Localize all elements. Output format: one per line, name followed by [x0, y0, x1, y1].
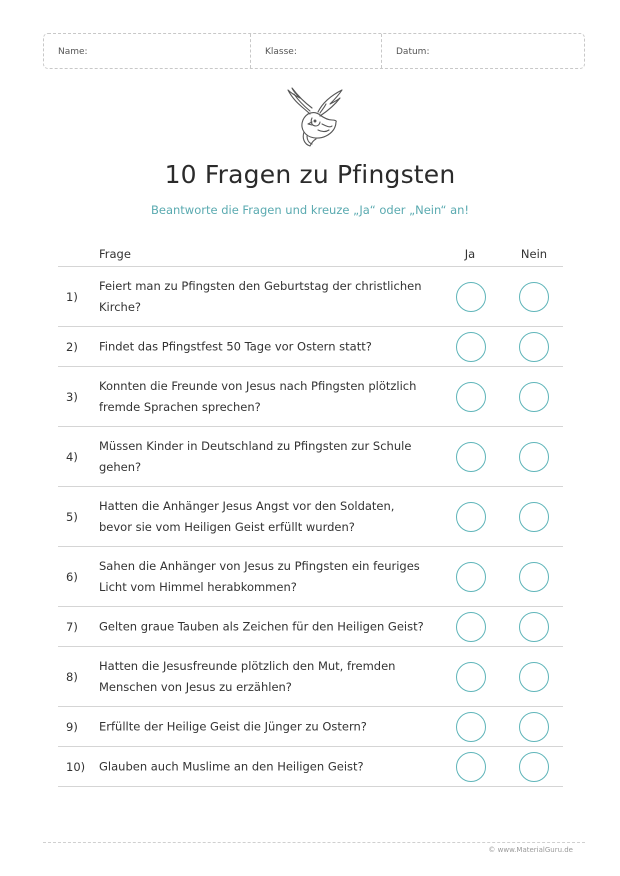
ja-checkbox[interactable]	[456, 712, 486, 742]
question-row	[58, 747, 563, 787]
question-number: 6)	[66, 569, 78, 584]
nein-checkbox[interactable]	[519, 382, 549, 412]
question-row	[58, 647, 563, 707]
question-row	[58, 367, 563, 427]
page-title: 10 Fragen zu Pfingsten	[164, 160, 456, 189]
name-field[interactable]	[44, 34, 250, 68]
klasse-field[interactable]	[250, 34, 381, 68]
datum-label: Datum:	[396, 47, 430, 57]
nein-checkbox[interactable]	[519, 712, 549, 742]
nein-checkbox[interactable]	[519, 662, 549, 692]
question-text: Feiert man zu Pfingsten den Geburtstag der christlichen Kirche?	[99, 278, 422, 314]
question-number: 10)	[66, 759, 86, 774]
question-text: Hatten die Anhänger Jesus Angst vor den Soldaten, bevor sie vom Heiligen Geist erfüllt wurden?	[99, 498, 395, 534]
question-text: Konnten die Freunde von Jesus nach Pfingsten plötzlich fremde Sprachen sprechen?	[99, 378, 417, 414]
question-row	[58, 487, 563, 547]
ja-checkbox[interactable]	[456, 662, 486, 692]
question-number: 3)	[66, 389, 78, 404]
ja-checkbox[interactable]	[456, 502, 486, 532]
question-number: 5)	[66, 509, 78, 524]
instruction-subtitle: Beantworte die Fragen und kreuze „Ja“ oder „Nein“ an!	[150, 203, 470, 217]
ja-checkbox[interactable]	[456, 752, 486, 782]
ja-checkbox[interactable]	[456, 562, 486, 592]
ja-checkbox[interactable]	[456, 612, 486, 642]
question-row	[58, 547, 563, 607]
question-text: Gelten graue Tauben als Zeichen für den Heiligen Geist?	[99, 619, 424, 633]
nein-checkbox[interactable]	[519, 612, 549, 642]
question-table	[58, 266, 563, 787]
question-text: Hatten die Jesusfreunde plötzlich den Mut, fremden Menschen von Jesus zu erzählen?	[99, 658, 396, 694]
question-number: 2)	[66, 339, 78, 354]
nein-checkbox[interactable]	[519, 562, 549, 592]
question-number: 8)	[66, 669, 78, 684]
copyright-footer: © www.MaterialGuru.de	[488, 846, 573, 854]
dove-icon	[282, 84, 346, 150]
column-header-nein: Nein	[520, 247, 548, 261]
question-number: 1)	[66, 289, 78, 304]
student-info-box	[43, 33, 585, 69]
ja-checkbox[interactable]	[456, 282, 486, 312]
question-row	[58, 327, 563, 367]
question-text: Glauben auch Muslime an den Heiligen Geist?	[99, 759, 364, 773]
question-number: 9)	[66, 719, 78, 734]
name-label: Name:	[58, 47, 88, 57]
question-text: Sahen die Anhänger von Jesus zu Pfingsten ein feuriges Licht vom Himmel herabkommen?	[99, 558, 420, 594]
footer-divider	[43, 842, 585, 843]
question-row	[58, 267, 563, 327]
question-row	[58, 707, 563, 747]
question-row	[58, 607, 563, 647]
question-number: 4)	[66, 449, 78, 464]
nein-checkbox[interactable]	[519, 282, 549, 312]
ja-checkbox[interactable]	[456, 442, 486, 472]
klasse-label: Klasse:	[265, 47, 297, 57]
question-text: Müssen Kinder in Deutschland zu Pfingsten zur Schule gehen?	[99, 438, 412, 474]
question-number: 7)	[66, 619, 78, 634]
question-row	[58, 427, 563, 487]
column-header-frage: Frage	[99, 247, 131, 261]
column-header-ja: Ja	[464, 247, 476, 261]
ja-checkbox[interactable]	[456, 382, 486, 412]
nein-checkbox[interactable]	[519, 752, 549, 782]
question-text: Erfüllte der Heilige Geist die Jünger zu Ostern?	[99, 719, 367, 733]
ja-checkbox[interactable]	[456, 332, 486, 362]
nein-checkbox[interactable]	[519, 332, 549, 362]
question-text: Findet das Pfingstfest 50 Tage vor Ostern statt?	[99, 339, 372, 353]
datum-field[interactable]	[381, 34, 584, 68]
nein-checkbox[interactable]	[519, 442, 549, 472]
nein-checkbox[interactable]	[519, 502, 549, 532]
